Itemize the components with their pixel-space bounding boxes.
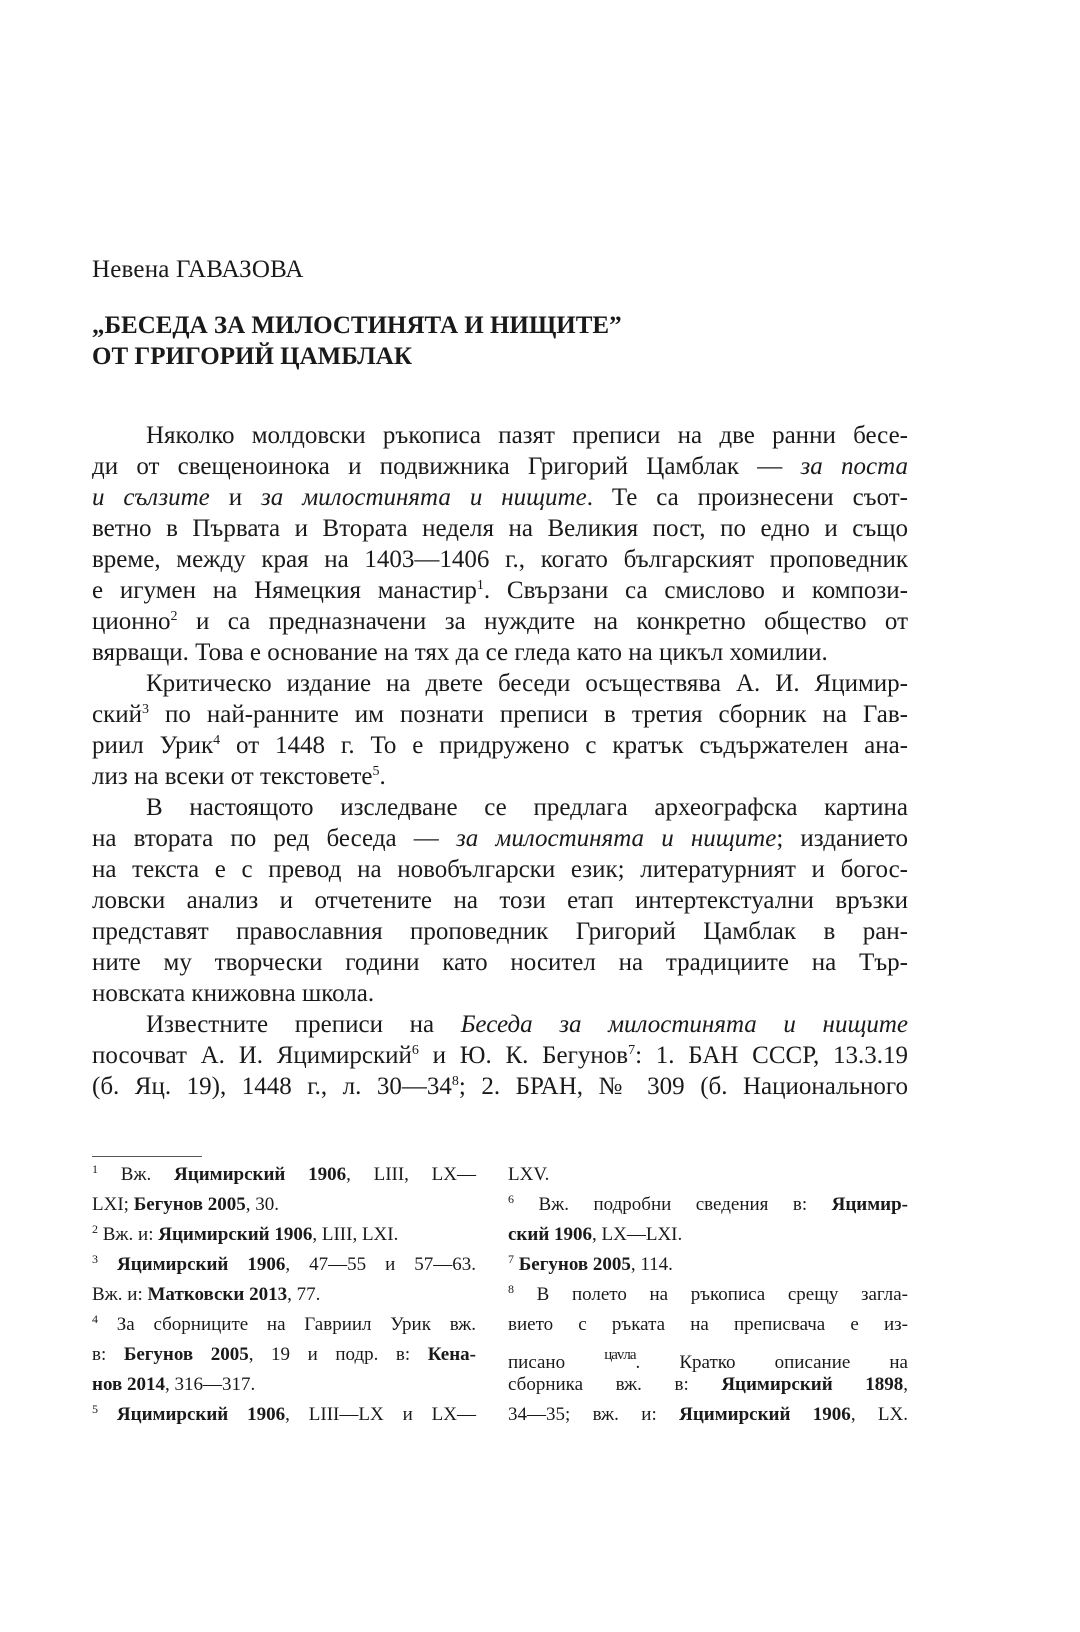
- body-line: Известните преписи на Беседа за милостинята и нищите: [146, 1011, 908, 1038]
- footnote-line: ский 1906, LX—LXI.: [508, 1224, 683, 1245]
- article-body: [92, 420, 908, 1102]
- footnote-ref[interactable]: 6: [411, 1043, 419, 1058]
- article-author: Невена ГАВАЗОВА: [92, 256, 304, 283]
- italic-title: за милостинята и нищите: [261, 484, 587, 511]
- footnote-number: 3: [92, 1252, 98, 1266]
- footnote-line: 34—35; вж. и: Яцимирский 1906, LX.: [508, 1404, 908, 1425]
- footnote-ref[interactable]: 7: [628, 1043, 636, 1058]
- footnote-ref[interactable]: 5: [372, 764, 380, 779]
- body-line: ский$^3$ по най-ранните им познати преписи в третия сборник на Гав-: [92, 701, 908, 728]
- body-line: новската книжовна школа.: [92, 980, 375, 1007]
- footnote-line: $^3$ Яцимирский 1906, 47—55 и 57—63.: [92, 1252, 476, 1275]
- footnote-line: LXI; Бегунов 2005, 30.: [92, 1194, 280, 1215]
- italic-title: за милостинята и нищите: [455, 825, 777, 852]
- body-line: на текста е с превод на новобългарски език; литературният и богос-: [92, 856, 908, 883]
- footnote-ref[interactable]: 4: [213, 733, 221, 748]
- body-line: ните му творчески години като носител на традициите на Тър-: [92, 949, 908, 976]
- title-line-2: ОТ ГРИГОРИЙ ЦАМБЛАК: [92, 343, 412, 370]
- body-line: лиз на всеки от текстовете$^5$.: [92, 763, 386, 790]
- footnote-line: $^5$ Яцимирский 1906, LIII—LX и LX—: [92, 1402, 476, 1425]
- body-line: Няколко молдовски ръкописа пазят преписи на две ранни бесе-: [146, 422, 908, 449]
- footnote-line: $^7$ Бегунов 2005, 114.: [508, 1252, 673, 1275]
- body-line: В настоящото изследване се предлага археографска картина: [146, 794, 908, 821]
- body-line: ловски анализ и отчетените на този етап интертекстуални връзки: [92, 887, 908, 914]
- footnote-number: 2: [92, 1222, 98, 1236]
- footnote-line: LXV.: [508, 1164, 550, 1185]
- body-line: време, между края на 1403—1406 г., когато българският проповедник: [92, 546, 908, 573]
- footnote-line: Вж. и: Матковски 2013, 77.: [92, 1284, 321, 1305]
- footnotes-left-column: [92, 1160, 476, 1430]
- body-line: ди от свещеноинока и подвижника Григорий Цамблак — за поста: [92, 453, 908, 480]
- footnote-number: 6: [508, 1192, 514, 1206]
- footnote-number: 8: [508, 1282, 514, 1296]
- body-line: представят православния проповедник Григорий Цамблак в ран-: [92, 918, 908, 945]
- body-line: посочват А. И. Яцимирский$^6$ и Ю. К. Бегунов$^7$: 1. БАН СССР, 13.3.19: [92, 1042, 908, 1069]
- footnote-line: $^6$ Вж. подробни сведения в: Яцимир-: [508, 1192, 908, 1215]
- body-line: риил Урик$^4$ от 1448 г. То е придружено с кратък съдържателен ана-: [92, 732, 908, 759]
- old-church-slavonic-word: цаvла: [604, 1347, 636, 1363]
- footnote-number: 4: [92, 1312, 98, 1326]
- footnote-number: 1: [92, 1162, 98, 1176]
- footnote-line: $^8$ В полето на ръкописа срещу загла-: [508, 1282, 908, 1305]
- italic-title: и сълзите: [92, 484, 210, 511]
- footnote-line: вието с ръката на преписвача е из-: [508, 1314, 908, 1335]
- footnote-line: писано $^{цаvла}$. Кратко описание на: [508, 1347, 908, 1373]
- italic-title: за поста: [800, 453, 908, 480]
- body-line: (б. Яц. 19), 1448 г., л. $30—34^8$; 2. БРАН, № 309 (б. Национального: [92, 1073, 908, 1100]
- body-line: е игумен на Нямецкия манастир$^1$. Свързани са смислово и компози-: [92, 577, 909, 604]
- body-line: ветно в Първата и Втората неделя на Великия пост, по едно и също: [92, 515, 908, 542]
- footnote-divider: [92, 1156, 202, 1157]
- body-line: ционно$^2$ и са предназначени за нуждите на конкретно общество от: [92, 608, 908, 635]
- footnote-line: $^2$ Вж. и: Яцимирский 1906, LIII, LXI.: [92, 1222, 399, 1245]
- footnote-line: нов 2014, 316—317.: [92, 1374, 256, 1395]
- body-line: вярващи. Това е основание на тях да се гледа като на цикъл хомилии.: [92, 639, 828, 666]
- body-line: Критическо издание на двете беседи осъществява А. И. Яцимир-: [146, 670, 908, 697]
- footnote-number: 7: [508, 1252, 514, 1266]
- body-line: на втората по ред беседа — за милостинята и нищите; изданието: [92, 825, 908, 852]
- footnote-line: в: Бегунов 2005, 19 и подр. в: Кена-: [92, 1344, 476, 1365]
- title-line-1: „БЕСЕДА ЗА МИЛОСТИНЯТА И НИЩИТЕ”: [92, 312, 622, 339]
- article-title: [92, 310, 622, 372]
- footnote-line: $^4$ За сборниците на Гавриил Урик вж.: [92, 1312, 476, 1335]
- footnote-ref[interactable]: 2: [170, 609, 178, 624]
- footnote-ref[interactable]: 3: [142, 702, 149, 717]
- footnote-line: сборника вж. в: Яцимирский 1898,: [508, 1374, 908, 1395]
- italic-title: Беседа за милостинята и нищите: [460, 1011, 908, 1038]
- body-line: и сълзите и за милостинята и нищите. Те са произнесени съот-: [92, 484, 909, 511]
- footnote-ref[interactable]: 1: [476, 578, 484, 593]
- footnote-number: 5: [92, 1402, 98, 1416]
- footnote-line: $^1$ Вж. Яцимирский 1906, LIII, LX—: [92, 1162, 476, 1185]
- footnotes-right-column: [508, 1160, 908, 1430]
- footnote-ref[interactable]: 8: [451, 1074, 459, 1089]
